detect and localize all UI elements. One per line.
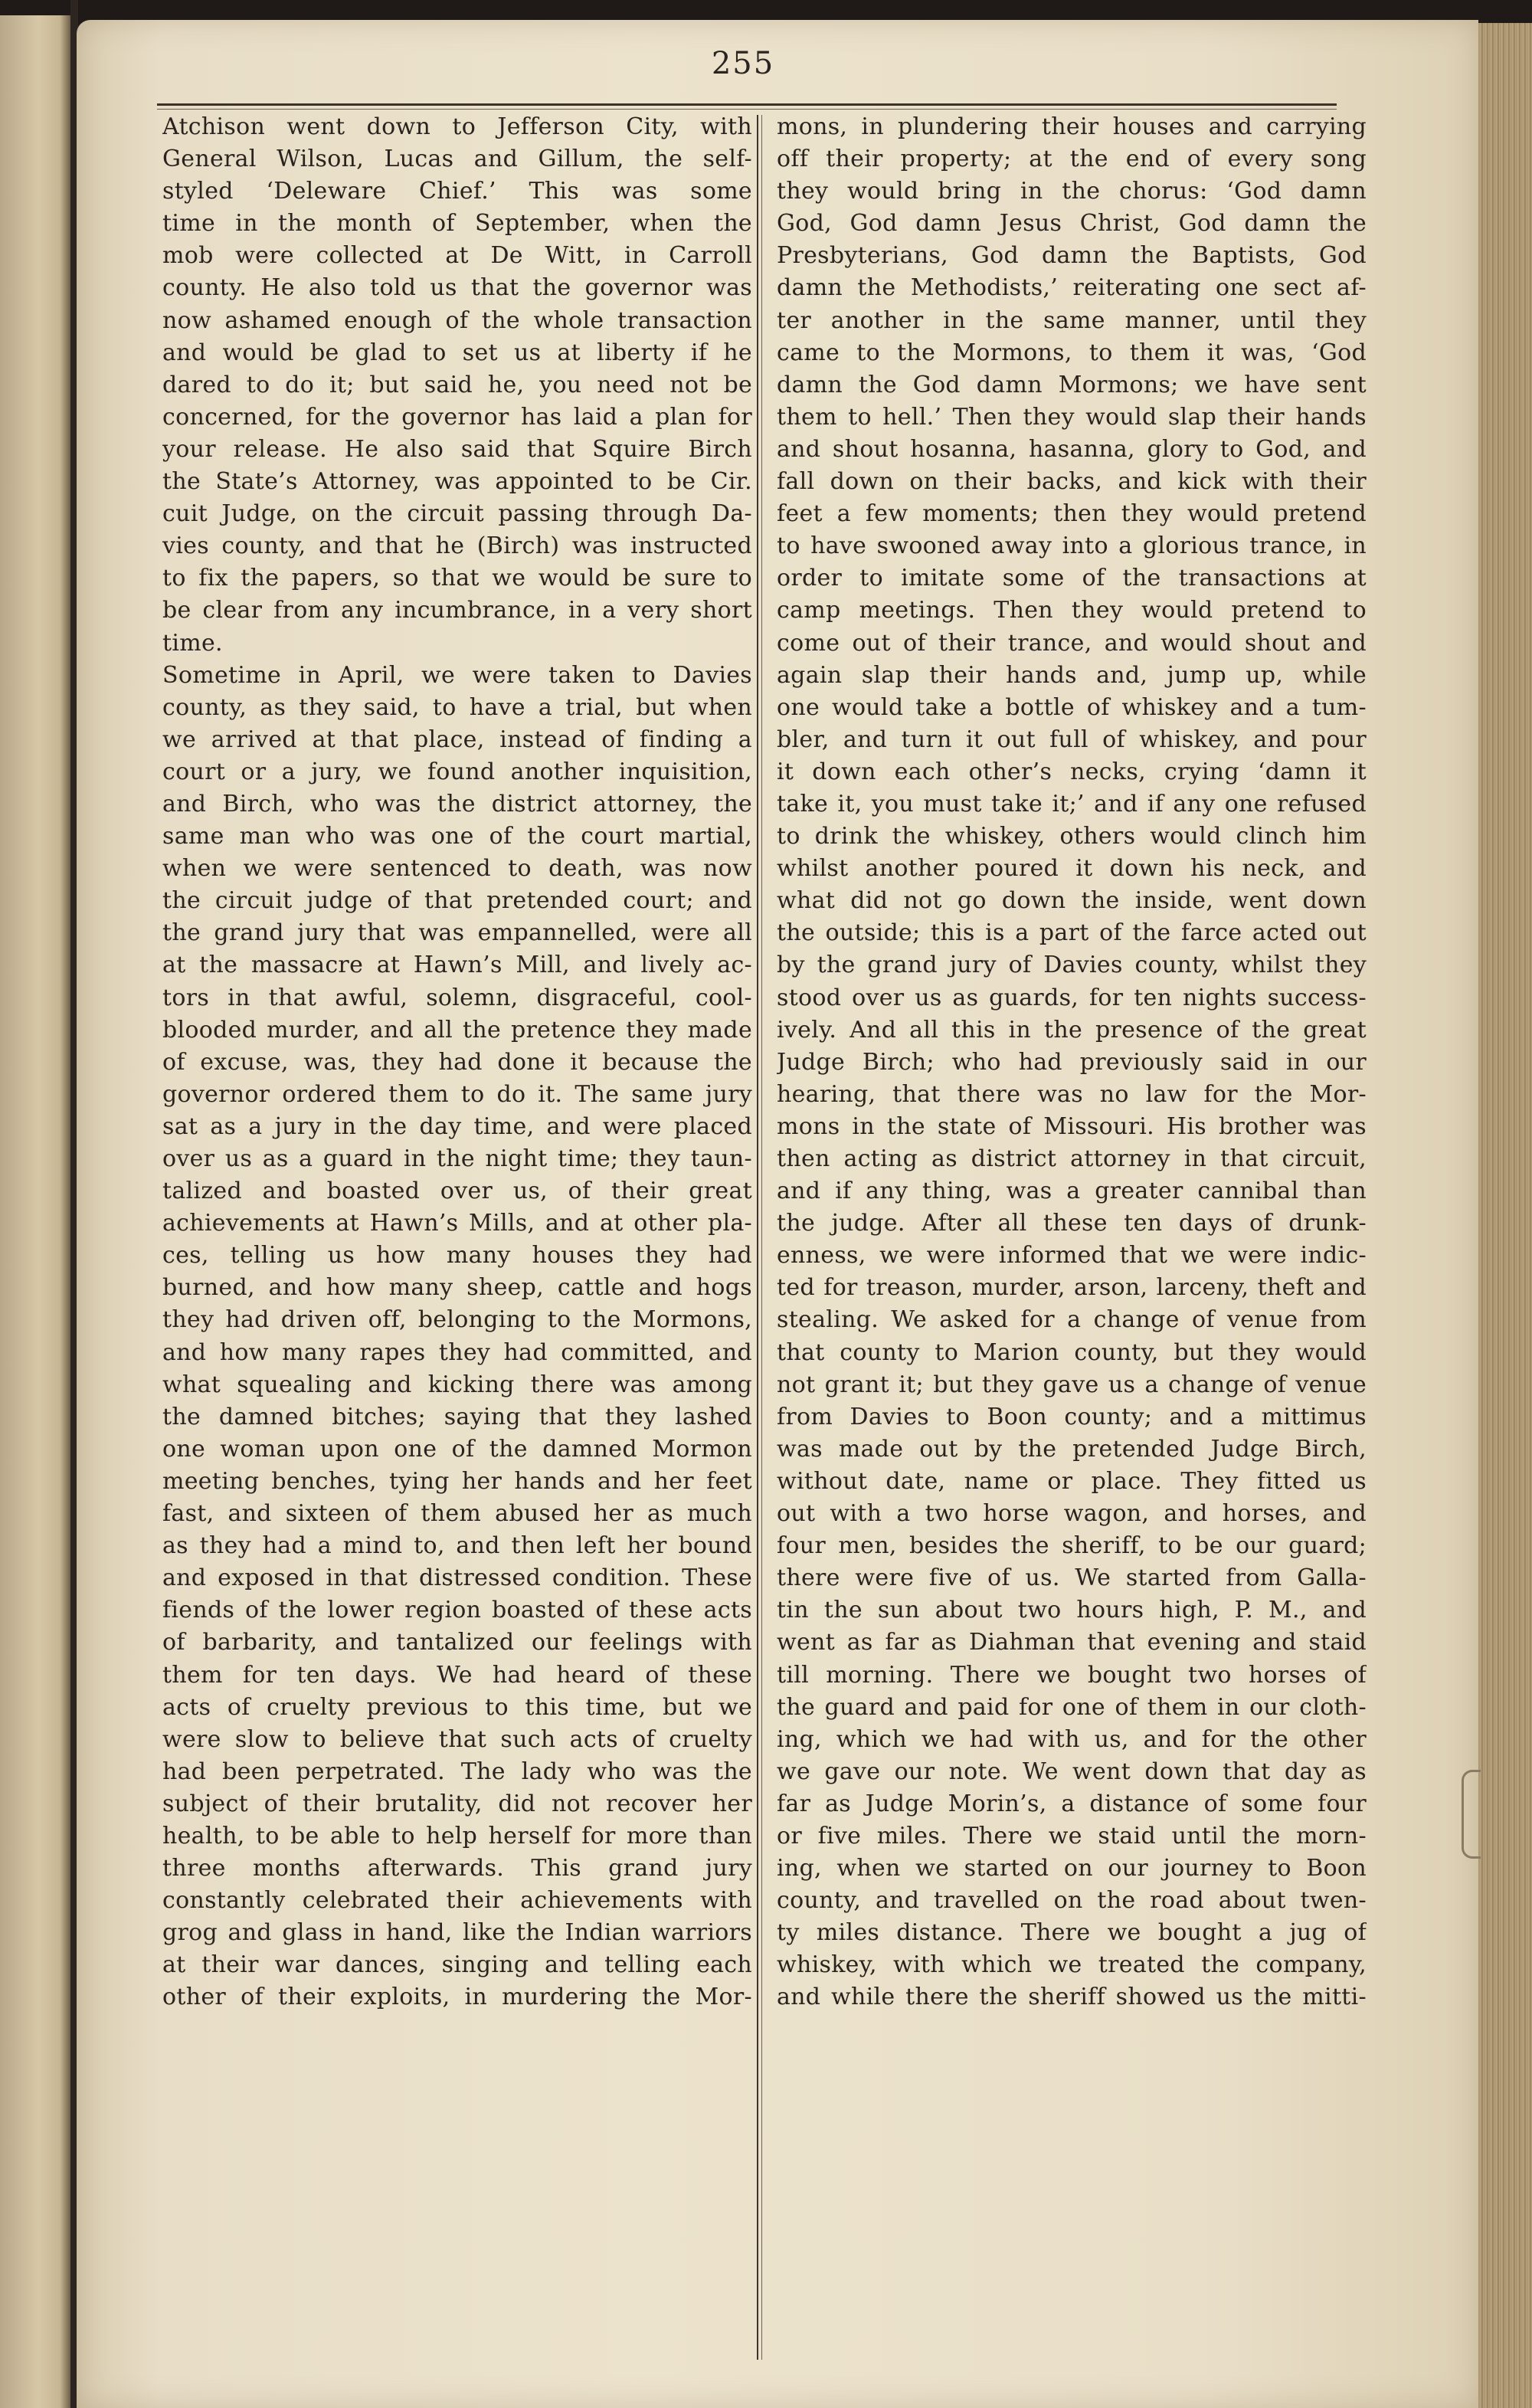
- text-line: fall down on their backs, and kick with their: [777, 468, 1367, 496]
- text-line: were slow to believe that such acts of cruelty: [162, 1725, 752, 1753]
- text-line: there were five of us. We started from Galla-: [777, 1564, 1367, 1592]
- text-line: God, God damn Jesus Christ, God damn the: [777, 210, 1367, 238]
- text-line: be clear from any incumbrance, in a very short: [162, 597, 752, 624]
- text-line: the judge. After all these ten days of drunk-: [777, 1210, 1367, 1237]
- text-line: styled ‘Deleware Chief.’ This was some: [162, 178, 752, 205]
- text-line: and how many rapes they had committed, and: [162, 1338, 752, 1366]
- text-line: mons in the state of Missouri. His brother was: [777, 1112, 1367, 1140]
- text-line: and if any thing, was a greater cannibal than: [777, 1178, 1367, 1205]
- text-line: at their war dances, singing and telling each: [162, 1951, 752, 1979]
- text-line: damn the God damn Mormons; we have sent: [777, 371, 1367, 398]
- text-line: far as Judge Morin’s, a distance of some four: [777, 1790, 1367, 1817]
- text-line: Judge Birch; who had previously said in our: [777, 1048, 1367, 1076]
- text-line: and shout hosanna, hasanna, glory to God, and: [777, 435, 1367, 463]
- text-line: grog and glass in hand, like the Indian warriors: [162, 1919, 752, 1947]
- text-line: over us as a guard in the night time; they taun-: [162, 1145, 752, 1172]
- text-line: tors in that awful, solemn, disgraceful, cool-: [162, 984, 752, 1011]
- text-line: time.: [162, 629, 223, 657]
- text-line: damn the Methodists,’ reiterating one sect af-: [777, 274, 1367, 302]
- text-line: ing, which we had with us, and for the other: [777, 1725, 1367, 1753]
- text-line: now ashamed enough of the whole transaction: [162, 306, 752, 334]
- text-line: one would take a bottle of whiskey and a tum-: [777, 693, 1367, 721]
- text-line: sat as a jury in the day time, and were placed: [162, 1112, 752, 1140]
- text-line: acts of cruelty previous to this time, but we: [162, 1693, 752, 1721]
- page-number: 255: [711, 46, 775, 81]
- text-line: court or a jury, we found another inquisition,: [162, 758, 752, 785]
- text-line: what squealing and kicking there was among: [162, 1371, 752, 1398]
- text-line: of excuse, was, they had done it because the: [162, 1048, 752, 1076]
- text-line: ing, when we started on our journey to Boon: [777, 1855, 1367, 1882]
- text-line: fast, and sixteen of them abused her as much: [162, 1500, 752, 1528]
- text-line: when we were sentenced to death, was now: [162, 855, 752, 883]
- text-line: to fix the papers, so that we would be sure to: [162, 565, 752, 592]
- text-line: or five miles. There we staid until the morn-: [777, 1822, 1367, 1849]
- text-line: that county to Marion county, but they would: [777, 1338, 1367, 1366]
- text-line: and exposed in that distressed condition. These: [162, 1564, 752, 1592]
- text-line: had been perpetrated. The lady who was the: [162, 1758, 752, 1785]
- text-line: your release. He also said that Squire Birch: [162, 435, 752, 463]
- text-line: ty miles distance. There we bought a jug of: [777, 1919, 1367, 1947]
- text-line: off their property; at the end of every song: [777, 146, 1367, 173]
- text-line: again slap their hands and, jump up, while: [777, 661, 1367, 689]
- text-line: the guard and paid for one of them in our cloth-: [777, 1693, 1367, 1721]
- text-line: at the massacre at Hawn’s Mill, and lively ac-: [162, 952, 752, 979]
- text-line: whilst another poured it down his neck, and: [777, 855, 1367, 883]
- text-line: then acting as district attorney in that circuit,: [777, 1145, 1367, 1172]
- text-line: subject of their brutality, did not recover her: [162, 1790, 752, 1817]
- text-line: time in the month of September, when the: [162, 210, 752, 238]
- text-line: order to imitate some of the transactions at: [777, 565, 1367, 592]
- text-line: county, as they said, to have a trial, but when: [162, 693, 752, 721]
- page-stack-edge: [1478, 23, 1532, 2408]
- text-line: three months afterwards. This grand jury: [162, 1855, 752, 1882]
- text-line: tin the sun about two hours high, P. M., and: [777, 1597, 1367, 1624]
- text-line: the circuit judge of that pretended court; and: [162, 887, 752, 915]
- text-line: county, and travelled on the road about twen-: [777, 1887, 1367, 1915]
- text-line: vies county, and that he (Birch) was instructed: [162, 532, 752, 560]
- page-clip-mark: [1462, 1770, 1481, 1859]
- text-line: four men, besides the sheriff, to be our guard;: [777, 1532, 1367, 1560]
- text-line: whiskey, with which we treated the company,: [777, 1951, 1367, 1979]
- text-line: not grant it; but they gave us a change of venue: [777, 1371, 1367, 1398]
- text-line: fiends of the lower region boasted of these acts: [162, 1597, 752, 1624]
- text-line: Presbyterians, God damn the Baptists, God: [777, 242, 1367, 270]
- column-divider-thin: [761, 115, 762, 2360]
- text-line: constantly celebrated their achievements with: [162, 1887, 752, 1915]
- text-line: bler, and turn it out full of whiskey, and pour: [777, 726, 1367, 753]
- text-line: they would bring in the chorus: ‘God damn: [777, 178, 1367, 205]
- text-line: as they had a mind to, and then left her bound: [162, 1532, 752, 1560]
- text-line: mob were collected at De Witt, in Carroll: [162, 242, 752, 270]
- text-line: feet a few moments; then they would pretend: [777, 500, 1367, 528]
- text-line: one woman upon one of the damned Mormon: [162, 1435, 752, 1463]
- text-line: it down each other’s necks, crying ‘damn it: [777, 758, 1367, 785]
- header-rule: [157, 103, 1337, 106]
- text-line: county. He also told us that the governor was: [162, 274, 752, 302]
- text-line: from Davies to Boon county; and a mittimus: [777, 1403, 1367, 1430]
- text-line: hearing, that there was no law for the Mor-: [777, 1080, 1367, 1108]
- text-line: take it, you must take it;’ and if any one refused: [777, 790, 1367, 817]
- text-line: them for ten days. We had heard of these: [162, 1661, 752, 1689]
- previous-page-edge: [0, 15, 70, 2408]
- text-line: talized and boasted over us, of their great: [162, 1178, 752, 1205]
- text-line: ively. And all this in the presence of the great: [777, 1016, 1367, 1043]
- text-line: till morning. There we bought two horses of: [777, 1661, 1367, 1689]
- text-line: concerned, for the governor has laid a plan for: [162, 403, 752, 431]
- text-line: the outside; this is a part of the farce acted out: [777, 919, 1367, 947]
- text-line: cuit Judge, on the circuit passing through Da-: [162, 500, 752, 528]
- text-line: and Birch, who was the district attorney, the: [162, 790, 752, 817]
- left-text-column: [162, 111, 752, 2014]
- text-line: Atchison went down to Jefferson City, with: [162, 113, 752, 140]
- text-line: Sometime in April, we were taken to Davies: [162, 661, 752, 689]
- text-line: mons, in plundering their houses and carrying: [777, 113, 1367, 140]
- text-line: we arrived at that place, instead of finding a: [162, 726, 752, 753]
- text-line: went as far as Diahman that evening and staid: [777, 1629, 1367, 1656]
- text-line: ter another in the same manner, until they: [777, 306, 1367, 334]
- text-line: and while there the sheriff showed us the mitti-: [777, 1984, 1367, 2011]
- text-line: meeting benches, tying her hands and her feet: [162, 1467, 752, 1495]
- text-line: burned, and how many sheep, cattle and hogs: [162, 1274, 752, 1302]
- text-line: General Wilson, Lucas and Gillum, the self-: [162, 146, 752, 173]
- text-line: the grand jury that was empannelled, were all: [162, 919, 752, 947]
- text-line: by the grand jury of Davies county, whilst they: [777, 952, 1367, 979]
- text-line: ces, telling us how many houses they had: [162, 1242, 752, 1270]
- text-line: to drink the whiskey, others would clinch him: [777, 823, 1367, 850]
- text-line: dared to do it; but said he, you need not be: [162, 371, 752, 398]
- right-text-column: [777, 111, 1367, 2014]
- text-line: same man who was one of the court martial,: [162, 823, 752, 850]
- text-line: camp meetings. Then they would pretend to: [777, 597, 1367, 624]
- text-line: out with a two horse wagon, and horses, and: [777, 1500, 1367, 1528]
- text-line: we gave our note. We went down that day as: [777, 1758, 1367, 1785]
- text-line: they had driven off, belonging to the Mormons,: [162, 1306, 752, 1334]
- text-line: ted for treason, murder, arson, larceny, theft and: [777, 1274, 1367, 1302]
- text-line: of barbarity, and tantalized our feelings with: [162, 1629, 752, 1656]
- text-line: to have swooned away into a glorious trance, in: [777, 532, 1367, 560]
- column-divider: [757, 115, 758, 2360]
- text-line: was made out by the pretended Judge Birch,: [777, 1435, 1367, 1463]
- text-line: other of their exploits, in murdering the Mor-: [162, 1984, 752, 2011]
- text-line: came to the Mormons, to them it was, ‘God: [777, 339, 1367, 366]
- text-line: the damned bitches; saying that they lashed: [162, 1403, 752, 1430]
- text-line: governor ordered them to do it. The same jury: [162, 1080, 752, 1108]
- text-line: come out of their trance, and would shout and: [777, 629, 1367, 657]
- text-line: without date, name or place. They fitted us: [777, 1467, 1367, 1495]
- text-line: and would be glad to set us at liberty if he: [162, 339, 752, 366]
- text-line: enness, we were informed that we were indic-: [777, 1242, 1367, 1270]
- text-line: health, to be able to help herself for more than: [162, 1822, 752, 1849]
- text-line: stood over us as guards, for ten nights success-: [777, 984, 1367, 1011]
- text-line: achievements at Hawn’s Mills, and at other pla-: [162, 1210, 752, 1237]
- text-line: them to hell.’ Then they would slap their hands: [777, 403, 1367, 431]
- header-rule-thin: [157, 109, 1337, 110]
- text-line: blooded murder, and all the pretence they made: [162, 1016, 752, 1043]
- text-line: stealing. We asked for a change of venue from: [777, 1306, 1367, 1334]
- text-line: the State’s Attorney, was appointed to be Cir.: [162, 468, 752, 496]
- text-line: what did not go down the inside, went down: [777, 887, 1367, 915]
